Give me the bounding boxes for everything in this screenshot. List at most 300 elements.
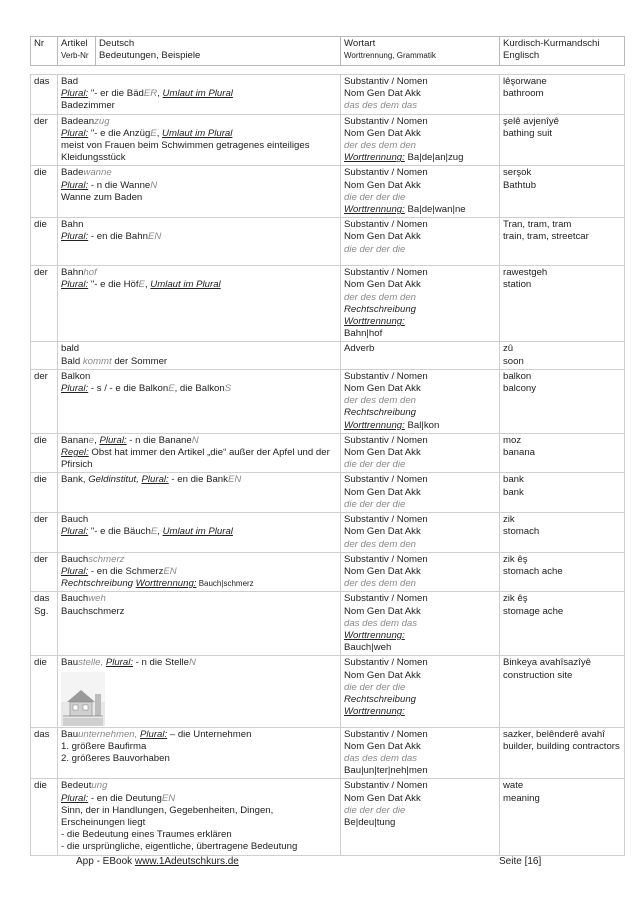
translation-cell [500,342,625,369]
text-segment: Worttrennung: [344,629,405,641]
table-row [31,342,625,369]
text-segment: bald [61,343,80,355]
text-segment: Balkon [61,370,91,382]
text-segment: Bauch [61,553,89,565]
wortart-text: Substantiv / Nomen [344,474,428,486]
kurdish-text: balkon [503,370,532,382]
artikel-cell [31,266,58,342]
kurdish-text: zû [503,343,514,355]
text-segment: Plural: [99,434,127,446]
text-segment: Worttrennung: [344,152,405,164]
text-line [344,694,496,706]
deutsch-cell [58,266,341,342]
text-segment: Bauch|weh [344,642,392,654]
artikel-note: Sg. [34,605,49,617]
text-segment: Bahn [61,219,84,231]
text-segment: Bauch|schmerz [196,579,254,589]
wortart-text: Substantiv / Nomen [344,115,428,127]
text-segment: Be|deu|tung [344,816,396,828]
text-segment: Bau [61,728,79,740]
text-line [61,128,337,140]
text-segment: , [94,434,100,446]
wortart-cell [341,218,500,266]
text-line [61,526,337,538]
wortart-text: Substantiv / Nomen [344,219,428,231]
artikel-text: der [34,553,48,565]
wortart-text: Substantiv / Nomen [344,370,428,382]
text-segment: N [189,657,196,669]
kurdish-text: şelê avjenîyê [503,115,559,127]
translation-cell [500,369,625,433]
text-segment: "- e die Anzüg [88,127,151,139]
deutsch-cell [58,552,341,592]
artikel-forms: das des dem das [344,617,418,629]
text-segment: Rechtschreibung [61,578,136,590]
artikel-text: das [34,76,50,87]
text-segment: Plural: [61,526,89,538]
text-segment: ung [91,780,108,792]
text-segment: Bauchschmerz [61,605,125,617]
kasus-text: Nom Gen Dat Akk [344,447,421,459]
meaning-line: 2. größeres Bauvorhaben [61,752,170,764]
artikel-text: der [34,370,48,382]
text-line [61,793,337,805]
vocabulary-table [30,74,625,856]
deutsch-cell [58,114,341,166]
text-segment: Rechtschreibung [344,303,416,315]
translation-cell [500,779,625,855]
text-line [61,88,337,100]
text-segment: Banan [61,434,89,446]
wortart-cell [341,473,500,513]
text-line [61,219,337,231]
table-row [31,266,625,342]
text-line [61,435,337,447]
kasus-text: Nom Gen Dat Akk [344,669,421,681]
text-line [61,514,337,526]
artikel-cell [31,552,58,592]
translation-cell [500,114,625,166]
text-segment: - en die Deutung [88,792,162,804]
text-segment: Plural: [141,474,169,486]
text-line [61,593,337,605]
text-segment: , die Balkon [174,383,225,395]
text-segment: hof [83,267,97,279]
text-line [61,167,337,179]
table-row [31,166,625,218]
text-segment: , [144,279,151,291]
meaning-line: Wanne zum Baden [61,191,143,203]
header-nr: Nr [31,37,58,66]
text-line [344,420,496,432]
meaning-line: Sinn, der in Handlungen, Gegebenheiten, Dingen, Erscheinungen liegt [61,804,274,828]
text-segment: Umlaut im Plural [150,279,221,291]
text-segment: - en die Schmerz [88,565,164,577]
artikel-forms: die der der die [344,681,406,693]
deutsch-cell [58,727,341,779]
text-line [344,642,496,654]
text-line [61,447,337,471]
kasus-text: Nom Gen Dat Akk [344,179,421,191]
header-artikel: Artikel Verb-Nr [58,37,96,66]
text-segment: unternehmen, [78,728,140,740]
kasus-text: Nom Gen Dat Akk [344,526,421,538]
artikel-forms: die der der die [344,459,406,471]
footer-prefix: App - EBook [76,856,135,867]
text-segment: Worttrennung: [344,204,405,216]
text-segment: N [150,179,158,191]
artikel-text: die [34,780,47,792]
wortart-text: Substantiv / Nomen [344,593,428,605]
english-text: stomach [503,526,540,538]
text-line [344,817,496,829]
text-segment: N [191,434,199,446]
wortart-cell [341,114,500,166]
kurdish-text: serşok [503,167,532,179]
english-text: soon [503,355,524,367]
translation-cell [500,218,625,266]
text-segment: - n die Wanne [88,179,151,191]
artikel-forms: die der der die [344,243,406,255]
kasus-text: Nom Gen Dat Akk [344,127,421,139]
text-segment: , [157,88,163,100]
kasus-text: Nom Gen Dat Akk [344,565,421,577]
text-segment: "- e die Bäuch [88,526,151,538]
text-line [344,706,496,718]
text-line [61,76,337,88]
text-segment: Bedeut [61,780,92,792]
table-row [31,513,625,553]
deutsch-cell [58,342,341,369]
header-wortart: Wortart Worttrennung, Grammatik [341,37,500,66]
english-text: balcony [503,383,537,395]
table-row [31,114,625,166]
wortart-cell [341,513,500,553]
translation-cell [500,727,625,779]
english-text: construction site [503,669,573,681]
kasus-text: Nom Gen Dat Akk [344,279,421,291]
artikel-cell [31,75,58,115]
text-segment: EN [227,474,242,486]
table-row [31,656,625,727]
wortart-cell [341,592,500,656]
artikel-text: der [34,115,48,127]
deutsch-cell [58,433,341,473]
artikel-cell [31,166,58,218]
deutsch-cell [58,166,341,218]
artikel-cell [31,218,58,266]
english-text: stomach ache [503,565,563,577]
table-row [31,727,625,779]
text-segment: kommt [82,355,112,367]
text-segment: Plural: [61,88,89,100]
footer-source [76,856,239,868]
table-row [31,552,625,592]
text-line [61,383,337,395]
table-row [31,369,625,433]
text-segment: Regel: [61,447,89,459]
text-segment: Plural: [105,657,134,669]
text-segment: wanne [83,167,112,179]
text-segment: Obst hat immer den Artikel „die“ außer der Apfel und der Pfirsich [61,447,330,471]
english-text: bank [503,486,524,498]
kasus-text: Nom Gen Dat Akk [344,486,421,498]
wortart-cell [341,656,500,727]
text-segment: Plural: [61,279,89,291]
text-line [344,204,496,216]
english-text: builder, building contractors [503,740,620,752]
text-segment: "- e die Höf [88,279,139,291]
wortart-text: Substantiv / Nomen [344,553,428,565]
table-row [31,473,625,513]
text-segment: Worttrennung: [344,419,405,431]
text-segment: E [150,526,158,538]
artikel-forms: der des dem den [344,291,416,303]
footer-link[interactable]: www.1Adeutschkurs.de [134,856,239,867]
text-segment: Ba|de|wan|ne [404,204,466,216]
artikel-cell [31,592,58,656]
text-segment: E [138,279,145,291]
text-segment: , [157,526,163,538]
artikel-cell [31,433,58,473]
table-row [31,592,625,656]
text-line [61,566,337,578]
english-text: meaning [503,792,540,804]
kasus-text: Nom Gen Dat Akk [344,231,421,243]
header-deutsch: Deutsch Bedeutungen, Beispiele [96,37,341,66]
deutsch-cell [58,513,341,553]
text-segment: , [156,127,163,139]
wortart-text: Substantiv / Nomen [344,267,428,279]
text-line [61,231,337,243]
artikel-cell [31,114,58,166]
wortart-text: Substantiv / Nomen [344,728,428,740]
text-segment: Worttrennung: [344,316,405,328]
meaning-line: - die ursprüngliche, eigentliche, übertragene Bedeutung [61,841,298,853]
text-segment: Plural: [139,728,168,740]
english-text: station [503,279,532,291]
text-segment: e [88,434,95,446]
artikel-text: die [34,167,47,179]
artikel-forms: der des dem den [344,395,416,407]
text-segment: stelle, [78,657,106,669]
translation-cell [500,473,625,513]
text-segment: Bal|kon [404,419,440,431]
translation-cell [500,552,625,592]
text-segment: ER [143,88,158,100]
wortart-text: Substantiv / Nomen [344,514,428,526]
kurdish-text: sazker, belênderê avahî [503,728,605,740]
text-line [344,407,496,419]
text-segment: - en die Bank [168,474,228,486]
table-row [31,779,625,855]
kasus-text: Nom Gen Dat Akk [344,605,421,617]
wortart-text: Substantiv / Nomen [344,657,428,669]
text-line [61,780,337,792]
text-segment: 1. größere Baufirma [61,740,147,752]
text-line [61,741,337,753]
text-segment: EN [161,792,176,804]
text-segment: Bauch [61,514,89,526]
kurdish-text: lêşorwane [503,76,547,87]
column-header-table [30,36,625,66]
deutsch-cell [58,369,341,433]
text-line [61,657,337,669]
text-segment: Bau [61,657,79,669]
english-text: Bathtub [503,179,537,191]
wortart-text: Adverb [344,343,375,355]
text-line [61,729,337,741]
kasus-text: Nom Gen Dat Akk [344,792,421,804]
text-segment: - n die Banane [126,434,192,446]
wortart-text: Substantiv / Nomen [344,167,428,179]
text-segment: Badean [61,115,95,127]
deutsch-cell [58,592,341,656]
text-segment: - en die Bahn [88,231,148,243]
artikel-text: der [34,267,48,279]
text-line [344,765,496,777]
wortart-cell [341,552,500,592]
artikel-forms: der des dem den [344,538,416,550]
text-line [344,328,496,340]
artikel-forms: die der der die [344,498,406,510]
text-segment: Bank, [61,474,89,486]
deutsch-cell [58,656,341,727]
kurdish-text: zik [503,514,515,526]
kasus-text: Nom Gen Dat Akk [344,383,421,395]
text-segment: Plural: [61,127,89,139]
text-segment: Rechtschreibung [344,693,416,705]
kurdish-text: moz [503,434,522,446]
footer-page-number: Seite [16] [499,856,542,867]
table-row [31,433,625,473]
translation-cell [500,433,625,473]
artikel-text: die [34,474,47,486]
translation-cell [500,513,625,553]
deutsch-cell [58,218,341,266]
artikel-cell [31,727,58,779]
artikel-forms: das des dem das [344,752,418,764]
artikel-forms: das des dem das [344,100,418,112]
artikel-text: die [34,219,47,231]
text-line [61,116,337,128]
text-segment: Plural: [61,792,89,804]
artikel-forms: die der der die [344,191,406,203]
table-row [31,218,625,266]
text-segment: Plural: [61,231,89,243]
text-segment: - n die Stelle [133,657,190,669]
text-line [61,474,337,486]
text-segment: weh [88,593,106,605]
artikel-cell [31,473,58,513]
kurdish-text: Binkeya avahîsazîyê [503,657,591,669]
text-line [344,152,496,164]
artikel-text: das [34,593,50,605]
wortart-cell [341,779,500,855]
translation-cell [500,166,625,218]
text-segment: Bade [61,167,84,179]
wortart-cell [341,369,500,433]
meaning-line: - die Bedeutung eines Traumes erklären [61,829,232,841]
translation-cell [500,656,625,727]
text-segment: der Sommer [111,355,168,367]
text-line [344,630,496,642]
text-segment: EN [163,565,177,577]
deutsch-cell [58,75,341,115]
text-segment: Worttrennung: [344,706,405,718]
artikel-forms: die der der die [344,804,406,816]
meaning-line: meist von Frauen beim Schwimmen getragenes einteiliges Kleidungsstück [61,140,310,164]
deutsch-cell [58,779,341,855]
text-line [61,180,337,192]
text-segment: Umlaut im Plural [162,127,233,139]
deutsch-cell [58,473,341,513]
text-segment: Ba|de|an|zug [404,152,464,164]
text-line [61,279,337,291]
construction-site-image [61,672,105,726]
text-segment: Umlaut im Plural [162,526,233,538]
kurdish-text: Tran, tram, tram [503,219,572,231]
text-line [61,578,337,590]
artikel-cell [31,369,58,433]
wortart-text: Substantiv / Nomen [344,76,428,87]
translation-cell [500,592,625,656]
text-segment: EN [147,231,162,243]
text-segment: Umlaut im Plural [162,88,233,100]
text-line [61,343,337,355]
table-row [31,75,625,115]
text-segment: Worttrennung: [135,578,197,590]
english-text: bathroom [503,88,544,100]
text-segment: schmerz [88,553,125,565]
text-segment: Plural: [61,565,89,577]
english-text: stomage ache [503,605,564,617]
kurdish-text: bank [503,474,524,486]
wortart-text: Substantiv / Nomen [344,434,428,446]
kurdish-text: wate [503,780,524,792]
text-segment: Bad [61,76,79,87]
artikel-text: die [34,657,47,669]
text-line [344,316,496,328]
wortart-text: Substantiv / Nomen [344,780,428,792]
text-segment: Bauch [61,593,89,605]
text-segment: - s / - e die Balkon [88,383,169,395]
text-segment: Bahn [61,267,84,279]
artikel-cell [31,656,58,727]
text-segment: Plural: [61,179,89,191]
text-segment: E [150,127,157,139]
english-text: bathing suit [503,127,553,139]
text-line [61,606,337,618]
text-line [61,371,337,383]
text-segment: zug [94,115,110,127]
kurdish-text: zik êş [503,593,528,605]
artikel-forms: der des dem den [344,140,416,152]
translation-cell [500,75,625,115]
text-segment: Plural: [61,383,89,395]
translation-cell [500,266,625,342]
wortart-cell [341,166,500,218]
wortart-cell [341,727,500,779]
text-line [61,554,337,566]
english-text: banana [503,447,536,459]
kasus-text: Nom Gen Dat Akk [344,88,421,100]
artikel-cell [31,779,58,855]
artikel-text: das [34,728,50,740]
artikel-text: die [34,434,47,446]
text-segment: Geldinstitut, [88,474,142,486]
english-text: train, tram, streetcar [503,231,589,243]
